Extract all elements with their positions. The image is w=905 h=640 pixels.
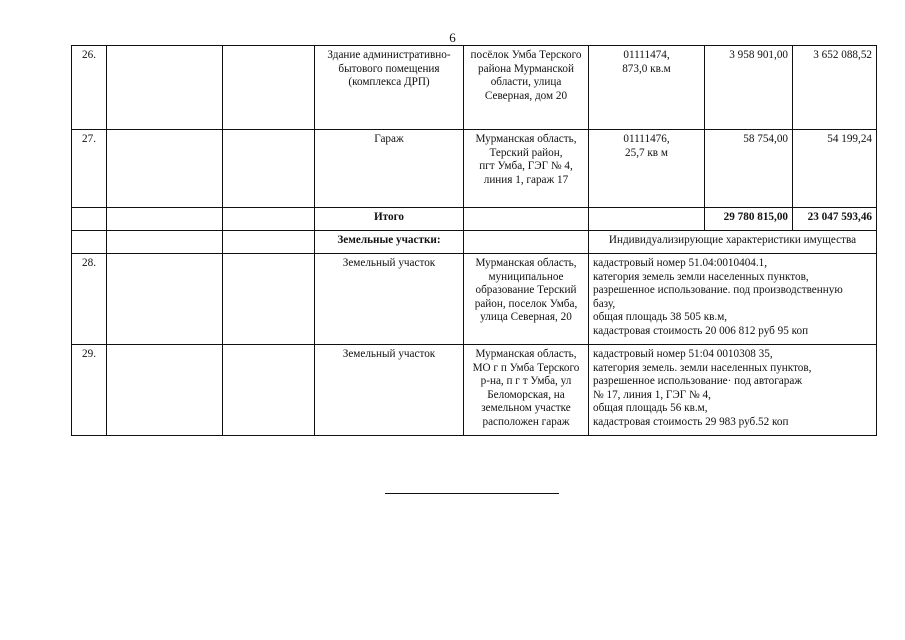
page-number: 6 xyxy=(449,30,456,45)
table-row xyxy=(72,46,877,130)
total-residual-value: 23 047 593,46 xyxy=(793,208,877,231)
table-row xyxy=(72,130,877,208)
land-characteristics: кадастровый номер 51:04 0010308 35, категория земель. земли населенных пунктов, разрешенное использование· под автогараж № 17, линия 1, ГЭГ № 4, общая площадь 56 кв.м, кадастровая стоимость 29 983 руб.52 коп xyxy=(589,345,877,436)
empty-cell xyxy=(107,130,223,208)
object-name: Земельный участок xyxy=(315,345,464,436)
empty-cell xyxy=(223,46,315,130)
table-row xyxy=(72,254,877,345)
empty-cell xyxy=(223,254,315,345)
total-label: Итого xyxy=(315,208,464,231)
residual-value: 54 199,24 xyxy=(793,130,877,208)
empty-cell xyxy=(107,208,223,231)
empty-cell xyxy=(464,208,589,231)
total-book-value: 29 780 815,00 xyxy=(705,208,793,231)
characteristics-header: Индивидуализирующие характеристики имущества xyxy=(589,231,877,254)
table-row xyxy=(72,345,877,436)
land-section-label: Земельные участки: xyxy=(315,231,464,254)
empty-cell xyxy=(464,231,589,254)
empty-cell xyxy=(72,231,107,254)
object-name: Земельный участок xyxy=(315,254,464,345)
land-section-header-row xyxy=(72,231,877,254)
object-address: Мурманская область, МО г п Умба Терского р-на, п г т Умба, ул Беломорская, на земельном участке расположен гараж xyxy=(464,345,589,436)
empty-cell xyxy=(107,254,223,345)
closing-divider-line xyxy=(385,493,559,494)
inventory-number-area: 01111474, 873,0 кв.м xyxy=(589,46,705,130)
book-value: 3 958 901,00 xyxy=(705,46,793,130)
empty-cell xyxy=(107,46,223,130)
residual-value: 3 652 088,52 xyxy=(793,46,877,130)
inventory-number-area: 01111476, 25,7 кв м xyxy=(589,130,705,208)
object-address: Мурманская область, Терский район, пгт Умба, ГЭГ № 4, линия 1, гараж 17 xyxy=(464,130,589,208)
empty-cell xyxy=(223,130,315,208)
empty-cell xyxy=(589,208,705,231)
empty-cell xyxy=(107,345,223,436)
object-name: Здание административно- бытового помещения (комплекса ДРП) xyxy=(315,46,464,130)
empty-cell xyxy=(223,345,315,436)
total-row xyxy=(72,208,877,231)
empty-cell xyxy=(107,231,223,254)
object-address: Мурманская область, муниципальное образование Терский район, поселок Умба, улица Северная, 20 xyxy=(464,254,589,345)
object-name: Гараж xyxy=(315,130,464,208)
property-registry-table xyxy=(71,45,877,436)
object-address: посёлок Умба Терского района Мурманской области, улица Северная, дом 20 xyxy=(464,46,589,130)
row-number: 29. xyxy=(72,345,107,436)
book-value: 58 754,00 xyxy=(705,130,793,208)
row-number: 27. xyxy=(72,130,107,208)
row-number: 26. xyxy=(72,46,107,130)
land-characteristics: кадастровый номер 51.04:0010404.1, категория земель земли населенных пунктов, разрешенное использование. под производственную базу, общая площадь 38 505 кв.м, кадастровая стоимость 20 006 812 руб 95 коп xyxy=(589,254,877,345)
empty-cell xyxy=(223,208,315,231)
row-number: 28. xyxy=(72,254,107,345)
empty-cell xyxy=(223,231,315,254)
empty-cell xyxy=(72,208,107,231)
